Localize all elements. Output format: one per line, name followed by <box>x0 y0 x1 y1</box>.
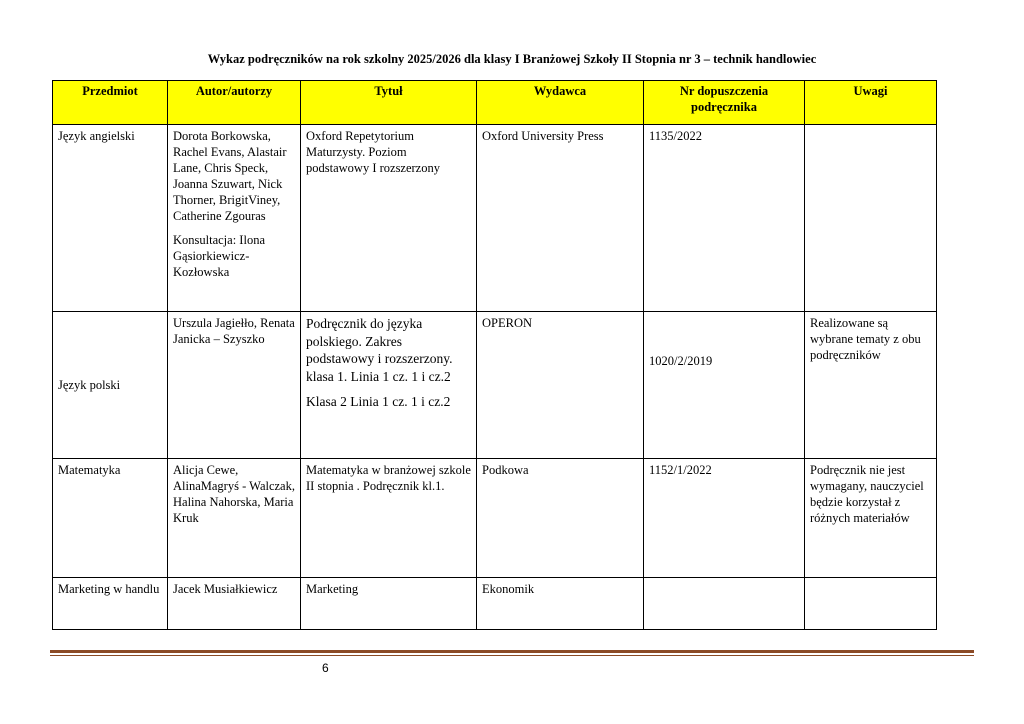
cell-subject: Marketing w handlu <box>53 578 168 630</box>
cell-authors: Jacek Musiałkiewicz <box>168 578 301 630</box>
cell-title: Matematyka w branżowej szkole II stopnia . Podręcznik kl.1. <box>301 459 477 578</box>
textbook-table <box>52 80 937 630</box>
authors-text: Dorota Borkowska, Rachel Evans, Alastair Lane, Chris Speck, Joanna Szuwart, Nick Thorner, BrigitViney, Catherine Zgouras <box>173 129 287 223</box>
cell-publisher: Oxford University Press <box>477 125 644 312</box>
cell-notes <box>805 578 937 630</box>
cell-subject: Matematyka <box>53 459 168 578</box>
cell-publisher: Podkowa <box>477 459 644 578</box>
cell-approval-number: 1152/1/2022 <box>644 459 805 578</box>
header-approval-number: Nr dopuszczenia podręcznika <box>644 81 805 125</box>
header-authors: Autor/autorzy <box>168 81 301 125</box>
header-title: Tytuł <box>301 81 477 125</box>
cell-subject: Język polski <box>53 312 168 459</box>
cell-notes: Realizowane są wybrane tematy z obu podręczników <box>805 312 937 459</box>
title-text-extra: Klasa 2 Linia 1 cz. 1 i cz.2 <box>306 394 451 409</box>
cell-approval-number: 1020/2/2019 <box>644 312 805 459</box>
table-row <box>53 312 937 459</box>
header-notes: Uwagi <box>805 81 937 125</box>
footer-divider-thin <box>50 655 974 656</box>
table-row <box>53 459 937 578</box>
cell-authors: Urszula Jagiełło, Renata Janicka – Szyszko <box>168 312 301 459</box>
cell-notes: Podręcznik nie jest wymagany, nauczyciel będzie korzystał z różnych materiałów <box>805 459 937 578</box>
document-title: Wykaz podręczników na rok szkolny 2025/2026 dla klasy I Branżowej Szkoły II Stopnia nr 3 – technik handlowiec <box>207 52 817 66</box>
header-row <box>53 81 937 125</box>
table-row <box>53 578 937 630</box>
title-text: Podręcznik do języka polskiego. Zakres podstawowy i rozszerzony. klasa 1. Linia 1 cz. 1 i cz.2 <box>306 316 453 384</box>
cell-notes <box>805 125 937 312</box>
cell-approval-number: 1135/2022 <box>644 125 805 312</box>
header-subject: Przedmiot <box>53 81 168 125</box>
page-number: 6 <box>322 661 329 675</box>
cell-authors <box>168 125 301 312</box>
authors-consultation: Konsultacja: Ilona Gąsiorkiewicz-Kozłowska <box>173 233 265 279</box>
cell-approval-number <box>644 578 805 630</box>
cell-title <box>301 312 477 459</box>
cell-authors: Alicja Cewe, AlinaMagryś - Walczak, Halina Nahorska, Maria Kruk <box>168 459 301 578</box>
cell-publisher: OPERON <box>477 312 644 459</box>
cell-title: Oxford Repetytorium Maturzysty. Poziom podstawowy I rozszerzony <box>301 125 477 312</box>
header-publisher: Wydawca <box>477 81 644 125</box>
cell-subject: Język angielski <box>53 125 168 312</box>
cell-title: Marketing <box>301 578 477 630</box>
cell-publisher: Ekonomik <box>477 578 644 630</box>
table-row <box>53 125 937 312</box>
footer-divider-thick <box>50 650 974 653</box>
